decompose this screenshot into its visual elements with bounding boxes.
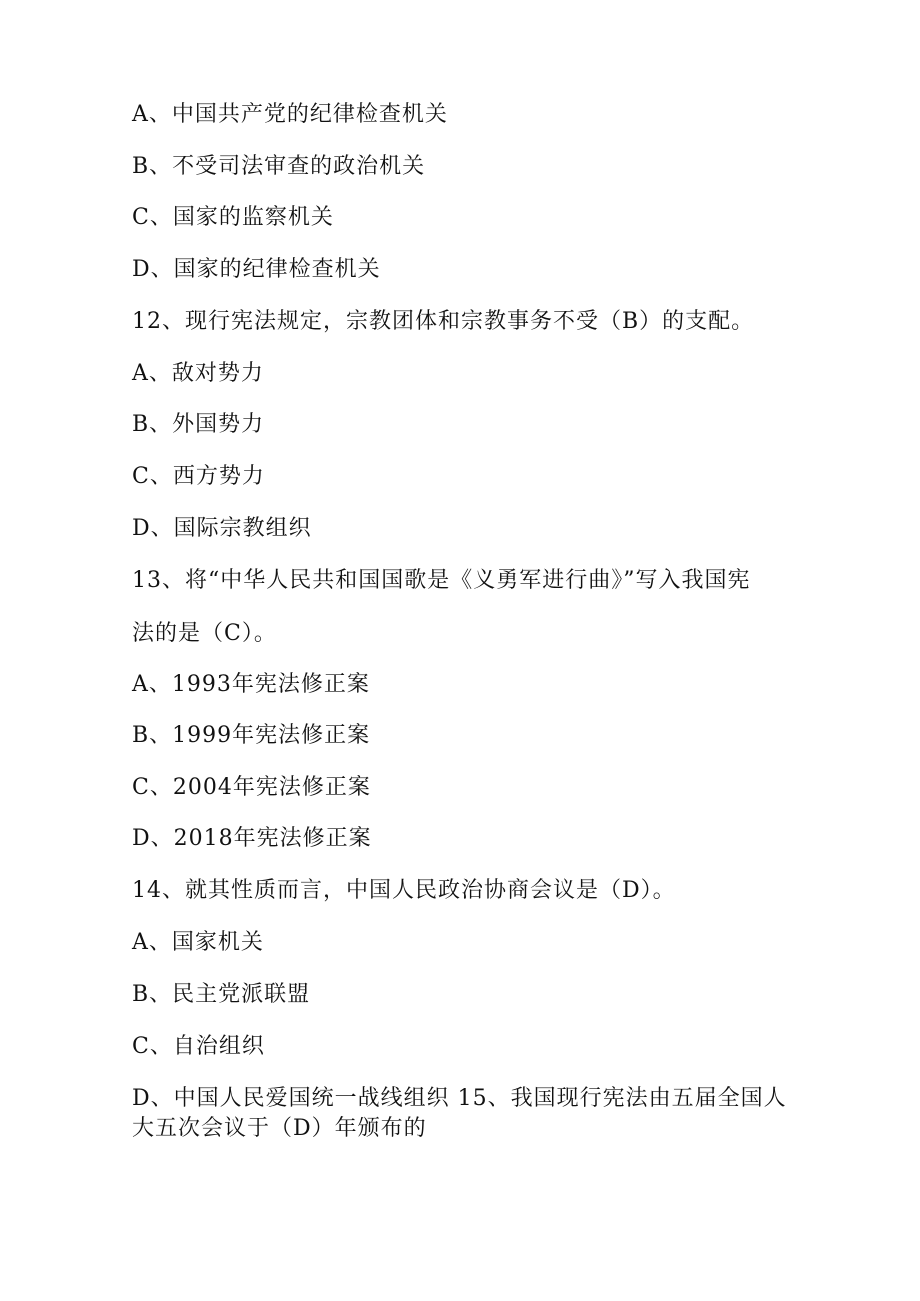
option-12-b: B、外国势力: [132, 412, 265, 437]
question-13-line-2: 法的是（C）。: [132, 621, 277, 646]
option-11-c: C、国家的监察机关: [132, 205, 334, 230]
option-14-c: C、自治组织: [132, 1034, 265, 1059]
option-14-a: A、国家机关: [132, 930, 264, 955]
option-11-d: D、国家的纪律检查机关: [132, 257, 381, 282]
option-14-d-and-question-15: D、中国人民爱国统一战线组织 15、我国现行宪法由五届全国人: [132, 1086, 787, 1111]
option-12-d: D、国际宗教组织: [132, 516, 312, 541]
option-13-b: B、1999年宪法修正案: [132, 723, 371, 748]
option-12-a: A、敌对势力: [132, 361, 264, 386]
option-13-a: A、1993年宪法修正案: [132, 672, 370, 697]
question-14: 14、就其性质而言，中国人民政治协商会议是（D）。: [132, 878, 676, 903]
question-13-line-1: 13、将“中华人民共和国国歌是《义勇军进行曲》”写入我国宪: [132, 568, 751, 593]
question-15-line-2: 大五次会议于（D）年颁布的: [132, 1116, 427, 1141]
question-12: 12、现行宪法规定，宗教团体和宗教事务不受（B）的支配。: [132, 309, 755, 334]
option-11-b: B、不受司法审查的政治机关: [132, 154, 426, 179]
option-14-b: B、民主党派联盟: [132, 982, 311, 1007]
option-13-c: C、2004年宪法修正案: [132, 775, 371, 800]
option-11-a: A、中国共产党的纪律检查机关: [132, 102, 448, 127]
option-12-c: C、西方势力: [132, 464, 265, 489]
option-13-d: D、2018年宪法修正案: [132, 826, 372, 851]
